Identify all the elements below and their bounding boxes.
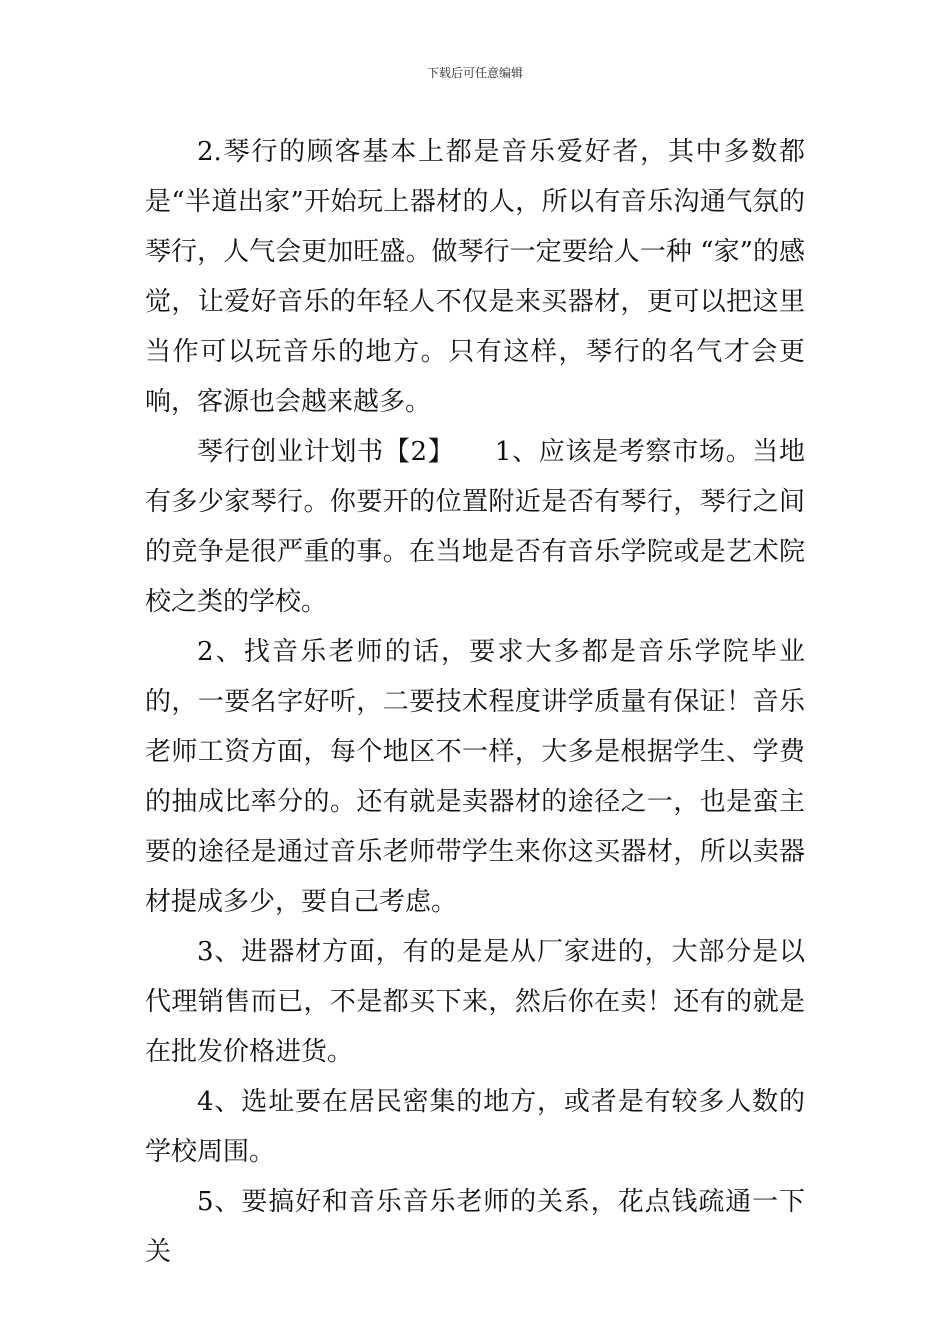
paragraph-location: 4、选址要在居民密集的地方，或者是有较多人数的学校周围。 xyxy=(145,1087,805,1167)
paragraph-teacher-relations: 5、要搞好和音乐音乐老师的关系，花点钱疏通一下关 xyxy=(145,1187,805,1267)
page-header: 下载后可任意编辑 xyxy=(426,66,523,80)
paragraph-equipment-sourcing: 3、进器材方面，有的是是从厂家进的，大部分是以代理销售而已，不是都买下来，然后你在卖！还有的就是在批发价格进货。 xyxy=(145,937,805,1067)
paragraph-market-research: 琴行创业计划书【2】 1、应该是考察市场。当地有多少家琴行。你要开的位置附近是否有琴行，琴行之间的竞争是很严重的事。在当地是否有音乐学院或是艺术院校之类的学校。 xyxy=(145,437,805,617)
paragraph-customers: 2.琴行的顾客基本上都是音乐爱好者，其中多数都是“半道出家”开始玩上器材的人，所以有音乐沟通气氛的琴行，人气会更加旺盛。做琴行一定要给人一种 “家”的感觉，让爱好音乐的年轻人不仅是来买器材，更可以把这里当作可以玩音乐的地方。只有这样，琴行的名气才会更响，客源也会越来越多。 xyxy=(145,137,805,417)
paragraph-music-teachers: 2、找音乐老师的话，要求大多都是音乐学院毕业的，一要名字好听，二要技术程度讲学质量有保证！音乐老师工资方面，每个地区不一样，大多是根据学生、学费的抽成比率分的。还有就是卖器材的途径之一，也是蛮主要的途径是通过音乐老师带学生来你这买器材，所以卖器材提成多少，要自己考虑。 xyxy=(145,637,805,917)
document-body xyxy=(145,127,805,1277)
